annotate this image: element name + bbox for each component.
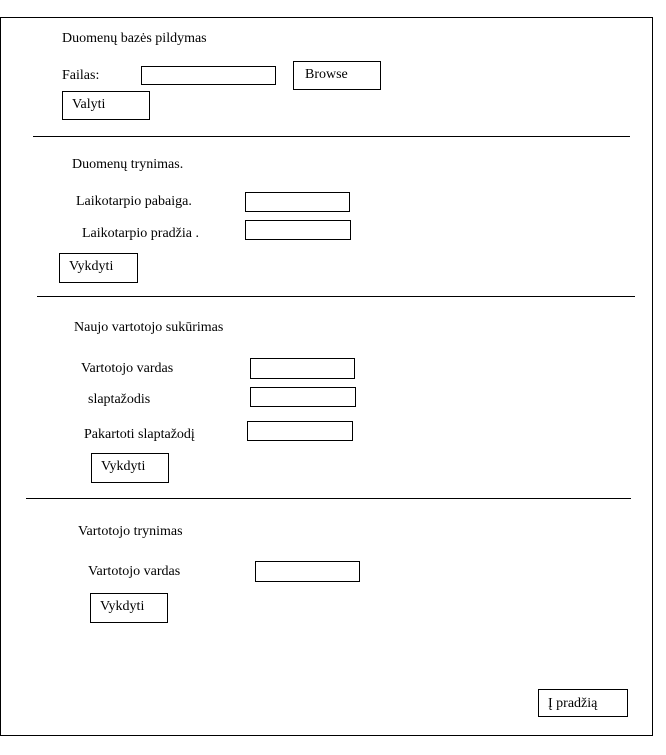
delete-username-label: Vartotojo vardas [88,564,181,579]
section-divider [37,296,635,297]
file-path-field[interactable] [141,66,276,85]
repeat-password-field[interactable] [247,421,353,441]
create-user-execute-button[interactable]: Vykdyti [91,453,169,483]
home-button[interactable]: Į pradžią [538,689,628,717]
password-field[interactable] [250,387,356,407]
delete-data-execute-button[interactable]: Vykdyti [59,253,138,283]
create-username-label: Vartotojo vardas [81,361,174,376]
period-end-field[interactable] [245,192,350,212]
browse-button[interactable]: Browse [293,61,381,90]
delete-user-execute-button[interactable]: Vykdyti [90,593,168,623]
delete-data-section-title: Duomenų trynimas. [72,157,184,172]
delete-username-field[interactable] [255,561,360,582]
repeat-password-label: Pakartoti slaptažodį [84,427,195,442]
delete-user-section-title: Vartotojo trynimas [78,524,183,539]
period-start-label: Laikotarpio pradžia . [82,226,200,241]
section-divider [26,498,631,499]
period-end-label: Laikotarpio pabaiga. [76,194,192,209]
section-divider [33,136,630,137]
password-label: slaptažodis [88,392,151,407]
file-label: Failas: [62,68,100,83]
clear-button[interactable]: Valyti [62,91,150,120]
create-user-section-title: Naujo vartotojo sukūrimas [74,320,224,335]
upload-section-title: Duomenų bazės pildymas [62,31,207,46]
create-username-field[interactable] [250,358,355,379]
period-start-field[interactable] [245,220,351,240]
